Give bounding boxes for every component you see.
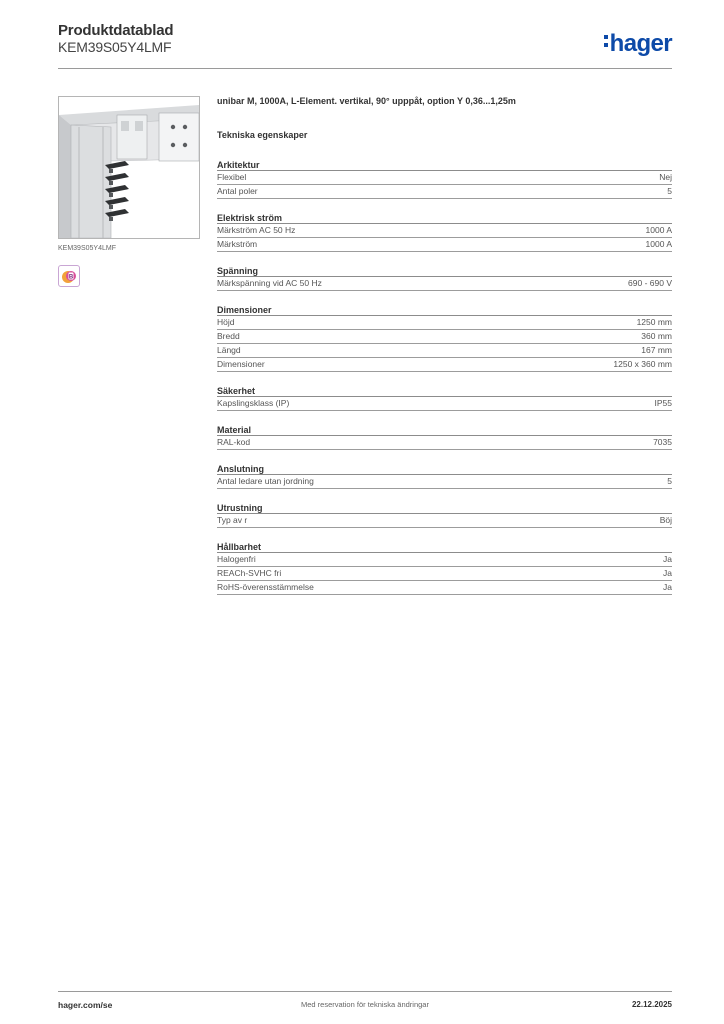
spec-group xyxy=(217,541,672,595)
main-content xyxy=(217,96,672,595)
product-code: KEM39S05Y4LMF xyxy=(58,39,172,55)
spec-group xyxy=(217,502,672,528)
spec-group xyxy=(217,159,672,199)
spec-row xyxy=(217,185,672,199)
spec-group-title: Dimensioner xyxy=(217,304,672,316)
spec-value: 5 xyxy=(667,186,672,196)
spec-row xyxy=(217,238,672,252)
spec-row xyxy=(217,553,672,567)
spec-row xyxy=(217,316,672,330)
spec-value: Nej xyxy=(659,172,672,182)
spec-row xyxy=(217,330,672,344)
logo-colon-icon xyxy=(604,35,608,49)
spec-value: 7035 xyxy=(653,437,672,447)
footer-website[interactable]: hager.com/se xyxy=(58,1000,113,1010)
spec-row xyxy=(217,514,672,528)
spec-group-title: Utrustning xyxy=(217,502,672,514)
spec-group-title: Spänning xyxy=(217,265,672,277)
spec-row xyxy=(217,397,672,411)
spec-group-title: Material xyxy=(217,424,672,436)
spec-value: Ja xyxy=(663,568,672,578)
spec-row xyxy=(217,277,672,291)
spec-label: Typ av r xyxy=(217,515,248,525)
spec-value: IP55 xyxy=(654,398,672,408)
spec-value: Böj xyxy=(659,515,672,525)
page-header xyxy=(58,22,672,69)
spec-label: Märkspänning vid AC 50 Hz xyxy=(217,278,322,288)
spec-groups xyxy=(217,159,672,595)
spec-label: Märkström xyxy=(217,239,258,249)
busbar-element-illustration xyxy=(59,97,199,238)
spec-label: RoHS-överensstämmelse xyxy=(217,582,314,592)
spec-group-title: Säkerhet xyxy=(217,385,672,397)
footer-date: 22.12.2025 xyxy=(631,1000,672,1009)
hager-logo xyxy=(610,30,672,56)
spec-value: Ja xyxy=(663,582,672,592)
spec-group-title: Elektrisk ström xyxy=(217,212,672,224)
spec-value: 1250 x 360 mm xyxy=(613,359,672,369)
spec-group xyxy=(217,265,672,291)
spec-value: Ja xyxy=(663,554,672,564)
spec-value: 167 mm xyxy=(641,345,672,355)
spec-label: Bredd xyxy=(217,331,240,341)
spec-label: Halogenfri xyxy=(217,554,256,564)
image-caption: KEM39S05Y4LMF xyxy=(58,245,116,252)
spec-label: Kapslingsklass (IP) xyxy=(217,398,290,408)
spec-label: Längd xyxy=(217,345,241,355)
spec-group-title: Arkitektur xyxy=(217,159,672,171)
spec-row xyxy=(217,171,672,185)
spec-row xyxy=(217,224,672,238)
spec-group xyxy=(217,463,672,489)
spec-label: Antal ledare utan jordning xyxy=(217,476,314,486)
spec-value: 1000 A xyxy=(645,239,672,249)
spec-label: Höjd xyxy=(217,317,235,327)
page-footer xyxy=(58,991,672,1011)
spec-row xyxy=(217,581,672,595)
spec-row xyxy=(217,358,672,372)
spec-label: Antal poler xyxy=(217,186,258,196)
spec-row xyxy=(217,344,672,358)
spec-row xyxy=(217,436,672,450)
spec-value: 360 mm xyxy=(641,331,672,341)
spec-group xyxy=(217,212,672,252)
spec-group xyxy=(217,385,672,411)
spec-value: 690 - 690 V xyxy=(628,278,672,288)
product-description: unibar M, 1000A, L-Element. vertikal, 90° upppåt, option Y 0,36...1,25m xyxy=(217,96,516,106)
spec-value: 1250 mm xyxy=(636,317,672,327)
spec-group-title: Anslutning xyxy=(217,463,672,475)
footer-disclaimer: Med reservation för tekniska ändringar xyxy=(301,1000,429,1009)
spec-value: 1000 A xyxy=(645,225,672,235)
environmental-profile-icon xyxy=(58,265,80,287)
logo-text: hager xyxy=(609,30,672,57)
spec-label: Dimensioner xyxy=(217,359,265,369)
spec-row xyxy=(217,567,672,581)
spec-label: REACh-SVHC fri xyxy=(217,568,282,578)
spec-row xyxy=(217,475,672,489)
spec-value: 5 xyxy=(667,476,672,486)
spec-label: RAL-kod xyxy=(217,437,251,447)
section-heading: Tekniska egenskaper xyxy=(217,130,308,140)
spec-label: Flexibel xyxy=(217,172,247,182)
document-title: Produktdatablad xyxy=(58,22,174,39)
product-image xyxy=(58,96,200,239)
spec-group xyxy=(217,424,672,450)
spec-label: Märkström AC 50 Hz xyxy=(217,225,296,235)
svg-text:B: B xyxy=(68,274,74,281)
spec-group xyxy=(217,304,672,372)
spec-group-title: Hållbarhet xyxy=(217,541,672,553)
